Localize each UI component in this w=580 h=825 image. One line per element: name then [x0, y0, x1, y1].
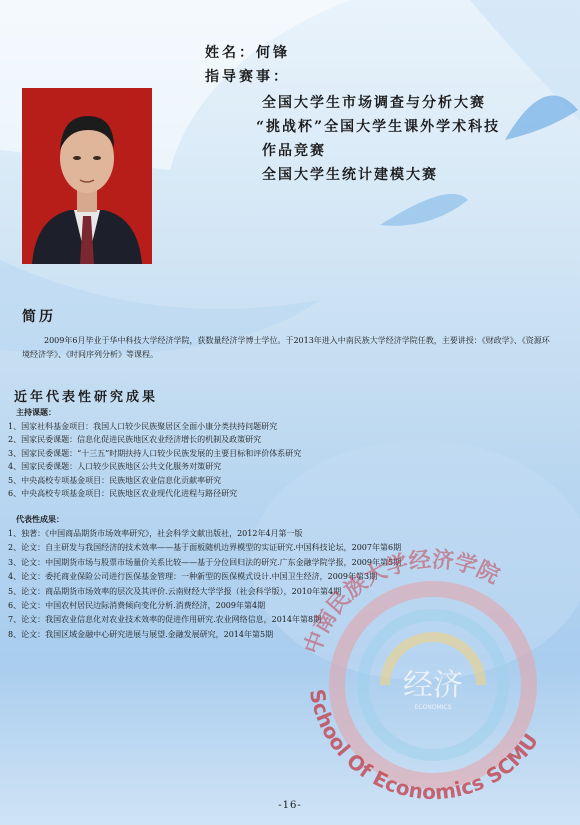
- research-heading: 近年代表性研究成果: [14, 390, 159, 405]
- watermark-arc-text: 中南民族大学经济学院: [299, 546, 504, 658]
- portrait-photo: [22, 88, 152, 264]
- projects-label: 主持课题：: [16, 407, 56, 417]
- page-number: -16-: [278, 800, 302, 811]
- list-item: 4、国家民委课题：人口较少民族地区公共文化服务对策研究: [8, 462, 222, 472]
- list-item: 3、国家民委课题：“十三五”时期扶持人口较少民族发展的主要目标和评价体系研究: [8, 448, 302, 458]
- list-item: 8、论文：我国区域金融中心研究进展与展望.金融发展研究，2014年第5期: [8, 629, 274, 639]
- watermark-logo-text: 经济: [403, 668, 463, 703]
- competition-item: 全国大学生统计建模大赛: [262, 167, 438, 183]
- name-label: 姓名：何锋: [205, 45, 290, 61]
- list-item: 1、独著：《中国商品期货市场效率研究》，社会科学文献出版社，2012年4月第一版: [8, 529, 303, 538]
- watermark-bottom-text: School Of Economics SCMU: [304, 687, 543, 805]
- list-item: 6、中央高校专项基金项目：民族地区农业现代化进程与路径研究: [8, 489, 238, 499]
- resume-heading: 简历: [22, 309, 56, 325]
- school-watermark-logo: [285, 535, 580, 820]
- list-item: 5、中央高校专项基金项目：民族地区农业信息化贡献率研究: [8, 475, 222, 485]
- list-item: 7、论文：我国农业信息化对农业技术效率的促进作用研究.农业网络信息，2014年第8期: [8, 615, 322, 625]
- competition-item: 全国大学生市场调查与分析大赛: [262, 95, 486, 111]
- advised-competitions-label: 指导赛事：: [205, 69, 290, 85]
- list-item: 4、论文：委托商业保险公司进行医保基金管理：一种新型的医保模式设计.中国卫生经济，2009年第3期: [8, 572, 378, 582]
- list-item: 6、论文：中国农村居民边际消费倾向变化分析.消费经济，2009年第4期: [8, 601, 266, 611]
- competition-item: 作品竞赛: [262, 143, 326, 159]
- resume-body: 2009年6月毕业于华中科技大学经济学院，获数量经济学博士学位。于2013年进入中南民族大学经济学院任教，主要讲授：《财政学》、《资源环境经济学》、《时间序列分析》等课程。: [22, 336, 550, 359]
- projects-list: [8, 420, 568, 500]
- papers-label: 代表性成果：: [16, 514, 64, 524]
- list-item: 1、国家社科基金项目：我国人口较少民族聚居区全面小康分类扶持问题研究: [8, 422, 278, 431]
- list-item: 5、论文：商品期货市场效率的层次及其评价.云南财经大学学报（社会科学版），2010年第4期: [8, 586, 342, 596]
- list-item: 3、论文：中国期货市场与股票市场量价关系比较——基于分位回归法的研究.广东金融学院学报，2009年第5期: [8, 557, 402, 567]
- watermark-logo-subtext: ECONOMICS: [414, 704, 452, 711]
- list-item: 2、国家民委课题：信息化促进民族地区农业经济增长的机制及政策研究: [8, 435, 262, 445]
- list-item: 2、论文：自主研发与我国经济的技术效率——基于面板随机边界模型的实证研究.中国科技论坛，2007年第6期: [8, 543, 402, 553]
- competition-item: “挑战杯”全国大学生课外学术科技: [256, 119, 501, 135]
